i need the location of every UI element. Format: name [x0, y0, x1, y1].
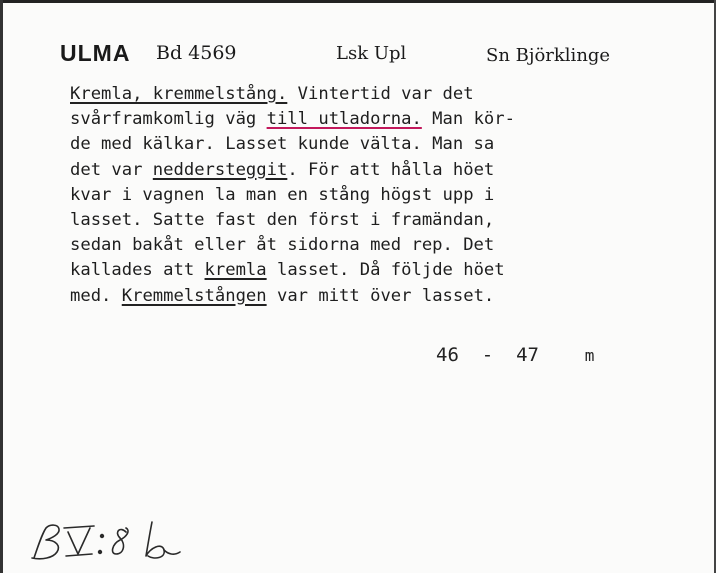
- text-segment: sedan bakåt eller åt sidorna med rep. Det: [70, 235, 495, 256]
- underlined-term: till utladorna.: [266, 109, 422, 130]
- text-line: [70, 183, 670, 208]
- text-segment: Vintertid var det: [287, 84, 474, 104]
- parish-label: Sn Björklinge: [486, 45, 611, 66]
- text-line: [70, 208, 670, 233]
- card-border-top: [0, 0, 716, 3]
- text-line: [70, 132, 670, 157]
- text-line: [70, 107, 670, 132]
- text-segment: de med kälkar. Lasset kunde välta. Man sa: [70, 134, 495, 155]
- card-body-text: [70, 82, 670, 309]
- text-segment: svårframkomlig väg: [70, 109, 267, 130]
- text-line: [70, 233, 670, 258]
- underlined-term: kremla: [204, 260, 267, 281]
- text-segment: lasset. Satte fast den först i framändan,: [70, 209, 495, 230]
- text-segment: . För att hålla höet: [287, 159, 495, 180]
- text-line: [70, 258, 670, 283]
- record-number: Bd 4569: [156, 42, 237, 64]
- underlined-term: Kremla, kremmelstång.: [70, 84, 288, 104]
- text-segment: Man kör-: [421, 109, 515, 130]
- text-line: [70, 284, 670, 309]
- card-border-left: [0, 0, 3, 573]
- text-segment: kallades att: [70, 260, 205, 281]
- text-segment: med.: [70, 285, 122, 306]
- page-range: 46 - 47: [436, 344, 539, 366]
- gender-marker: m: [584, 346, 595, 365]
- handwritten-mark: [28, 518, 198, 566]
- text-segment: var mitt över lasset.: [266, 285, 495, 306]
- card-header: [0, 40, 716, 74]
- text-segment: lasset. Då följde höet: [266, 260, 505, 281]
- text-segment: det var: [70, 159, 153, 180]
- archive-name: ULMA: [60, 40, 131, 66]
- underlined-term: neddersteggit: [152, 159, 288, 180]
- underlined-term: Kremmelstången: [121, 285, 267, 306]
- text-line: [70, 82, 670, 107]
- page-reference: [436, 344, 594, 366]
- text-segment: kvar i vagnen la man en stång högst upp i: [70, 184, 495, 205]
- text-line: [70, 158, 670, 183]
- region-label: Lsk Upl: [336, 43, 407, 64]
